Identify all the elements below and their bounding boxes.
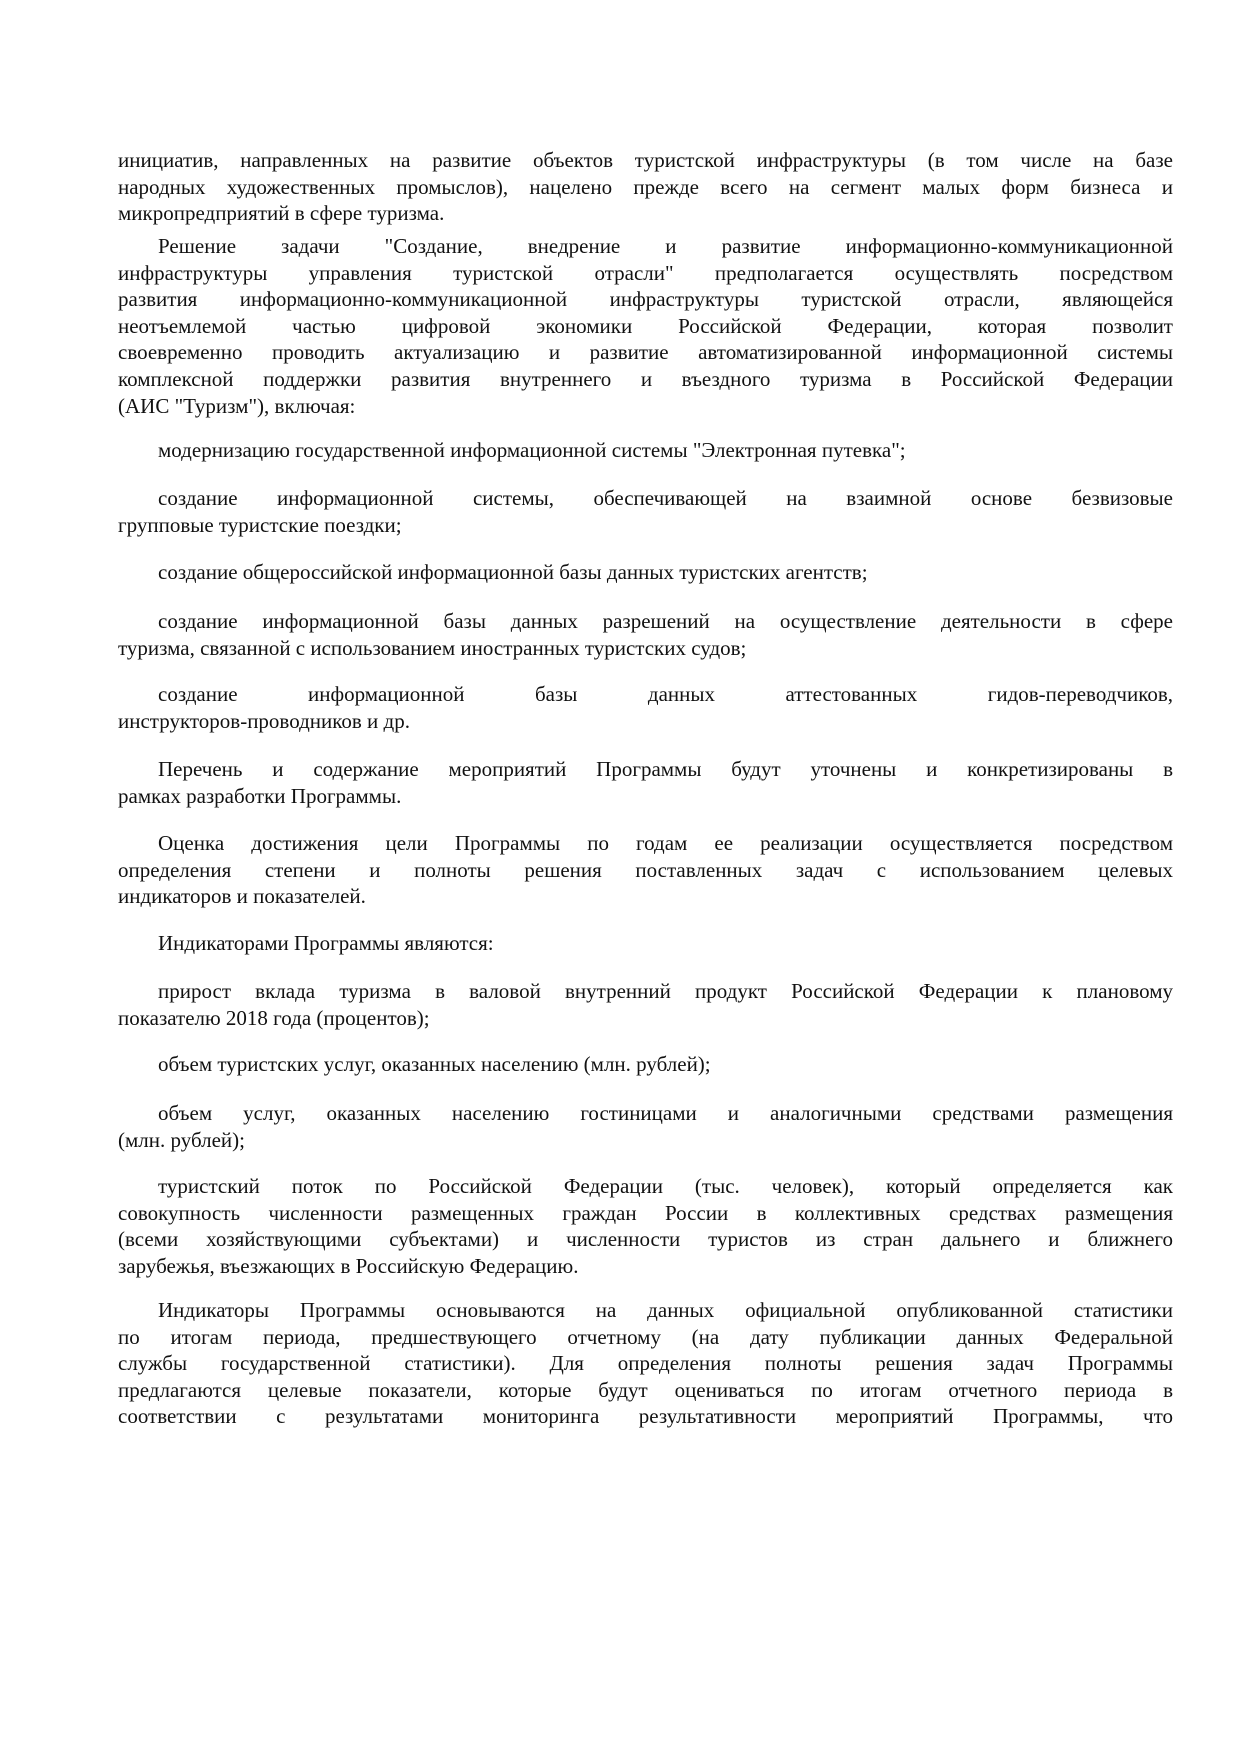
text-line: (всеми хозяйствующими субъектами) и численности туристов из стран дальнего и ближнего: [118, 1227, 1173, 1252]
text-line: создание информационной базы данных аттестованных гидов-переводчиков,: [158, 682, 1173, 706]
paragraph: [118, 1051, 1173, 1078]
text-line: инфраструктуры управления туристской отрасли" предполагается осуществлять посредством: [118, 260, 1173, 285]
text-line: групповые туристские поездки;: [118, 512, 402, 537]
text-line: службы государственной статистики). Для определения полноты решения задач Программы: [118, 1351, 1173, 1376]
text-line: определения степени и полноты решения поставленных задач с использованием целевых: [118, 857, 1173, 882]
text-line: Решение задачи "Создание, внедрение и развитие информационно-коммуникационной: [158, 234, 1173, 258]
text-line: развития информационно-коммуникационной инфраструктуры туристской отрасли, являющейся: [118, 287, 1173, 312]
text-line: рамках разработки Программы.: [118, 783, 402, 808]
paragraph: [118, 978, 1173, 1031]
paragraph: [118, 1100, 1173, 1153]
text-line: зарубежья, въезжающих в Российскую Федерацию.: [118, 1253, 579, 1278]
text-line: предлагаются целевые показатели, которые будут оцениваться по итогам отчетного периода в: [118, 1377, 1173, 1402]
paragraph: [118, 1297, 1173, 1430]
paragraph: [118, 756, 1173, 809]
text-line: соответствии с результатами мониторинга результативности мероприятий Программы, что: [118, 1404, 1173, 1429]
text-line: (млн. рублей);: [118, 1127, 245, 1152]
paragraph: [118, 147, 1173, 227]
text-line: (АИС "Туризм"), включая:: [118, 393, 356, 418]
paragraph: [118, 233, 1173, 419]
text-line: по итогам периода, предшествующего отчетному (на дату публикации данных Федеральной: [118, 1324, 1173, 1349]
text-line: модернизацию государственной информационной системы "Электронная путевка";: [158, 438, 906, 462]
text-line: совокупность численности размещенных граждан России в коллективных средствах размещения: [118, 1200, 1173, 1225]
text-line: создание общероссийской информационной базы данных туристских агентств;: [158, 560, 868, 584]
paragraph: [118, 930, 1173, 957]
text-line: своевременно проводить актуализацию и развитие автоматизированной информационной системы: [118, 340, 1173, 365]
text-line: народных художественных промыслов), нацелено прежде всего на сегмент малых форм бизнеса и: [118, 174, 1173, 199]
text-line: комплексной поддержки развития внутреннего и въездного туризма в Российской Федерации: [118, 366, 1173, 391]
text-line: инструкторов-проводников и др.: [118, 708, 410, 733]
text-line: объем услуг, оказанных населению гостиницами и аналогичными средствами размещения: [158, 1101, 1173, 1125]
paragraph: [118, 437, 1173, 464]
text-line: объем туристских услуг, оказанных населению (млн. рублей);: [158, 1052, 711, 1076]
paragraph: [118, 830, 1173, 910]
paragraph: [118, 1173, 1173, 1279]
paragraph: [118, 608, 1173, 661]
text-line: индикаторов и показателей.: [118, 884, 366, 909]
text-line: Оценка достижения цели Программы по годам ее реализации осуществляется посредством: [158, 831, 1173, 855]
paragraph: [118, 485, 1173, 538]
paragraph: [118, 681, 1173, 734]
text-line: прирост вклада туризма в валовой внутренний продукт Российской Федерации к плановому: [158, 979, 1173, 1003]
text-line: показателю 2018 года (процентов);: [118, 1005, 430, 1030]
paragraph: [118, 559, 1173, 586]
text-line: туризма, связанной с использованием иностранных туристских судов;: [118, 635, 747, 660]
text-line: инициатив, направленных на развитие объектов туристской инфраструктуры (в том числе на базе: [118, 148, 1173, 172]
text-line: Перечень и содержание мероприятий Программы будут уточнены и конкретизированы в: [158, 757, 1173, 781]
text-line: неотъемлемой частью цифровой экономики Российской Федерации, которая позволит: [118, 313, 1173, 338]
text-line: создание информационной системы, обеспечивающей на взаимной основе безвизовые: [158, 486, 1173, 510]
text-line: создание информационной базы данных разрешений на осуществление деятельности в сфере: [158, 609, 1173, 633]
text-line: Индикаторами Программы являются:: [158, 931, 494, 955]
text-line: микропредприятий в сфере туризма.: [118, 201, 445, 226]
text-line: Индикаторы Программы основываются на данных официальной опубликованной статистики: [158, 1298, 1173, 1322]
text-line: туристский поток по Российской Федерации (тыс. человек), который определяется как: [158, 1174, 1173, 1198]
